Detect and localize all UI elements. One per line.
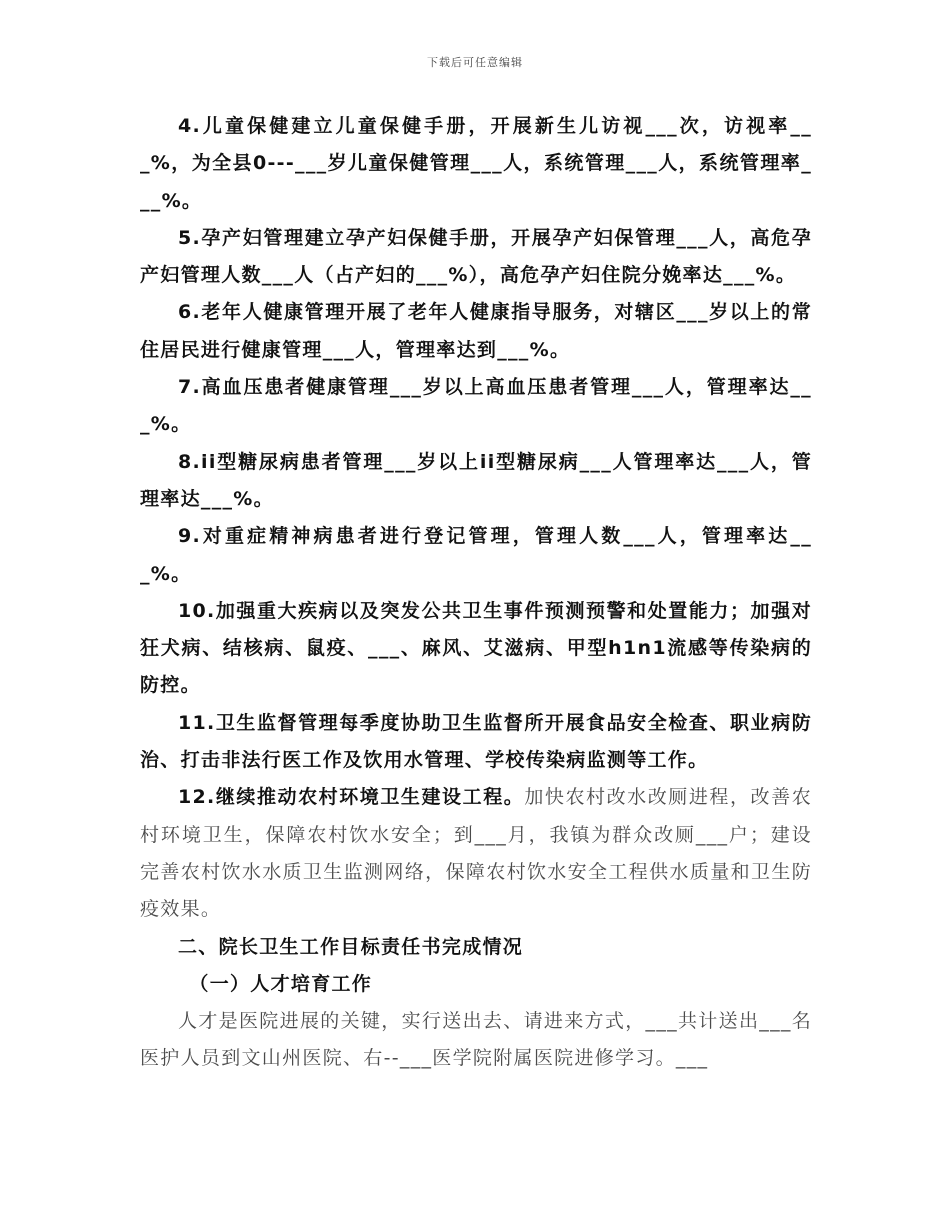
section-2-subheading: （一）人才培育工作 <box>189 972 373 995</box>
item-7-paragraph: 7.高血压患者健康管理___岁以上高血压患者管理___人，管理率达___%。 <box>140 376 812 436</box>
item-9-paragraph: 9.对重症精神病患者进行登记管理，管理人数___人，管理率达___%。 <box>140 525 812 585</box>
item-12-paragraph <box>140 779 812 928</box>
section-2-body: 人才是医院进展的关键，实行送出去、请进来方式，___共计送出___名医护人员到文山州医院、右--___医学院附属医院进修学习。___ <box>140 1010 812 1070</box>
item-8-paragraph: 8.ii型糖尿病患者管理___岁以上ii型糖尿病___人管理率达___人，管理率达___%。 <box>140 450 812 510</box>
item-12-lead: 12.继续推动农村环境卫生建设工程。 <box>178 786 525 809</box>
item-5-paragraph: 5.孕产妇管理建立孕产妇保健手册，开展孕产妇保管理___人，高危孕产妇管理人数___人（占产妇的___%），高危孕产妇住院分娩率达___%。 <box>140 226 812 287</box>
item-11-paragraph: 11.卫生监督管理每季度协助卫生监督所开展食品安全检查、职业病防治、打击非法行医工作及饮用水管理、学校传染病监测等工作。 <box>140 711 812 772</box>
section-2-heading: 二、院长卫生工作目标责任书完成情况 <box>178 935 524 958</box>
item-4-paragraph: 4.儿童保健建立儿童保健手册，开展新生儿访视___次，访视率___%，为全县0---___岁儿童保健管理___人，系统管理___人，系统管理率___%。 <box>140 115 812 212</box>
item-12-body: 加快农村改水改厕进程，改善农村环境卫生，保障农村饮水安全；到___月，我镇为群众改厕___户；建设完善农村饮水水质卫生监测网络，保障农村饮水安全工程供水质量和卫生防疫效果。 <box>140 786 812 921</box>
page-header: 下载后可任意编辑 <box>427 56 523 69</box>
item-10-paragraph: 10.加强重大疾病以及突发公共卫生事件预测预警和处置能力；加强对狂犬病、结核病、鼠疫、___、麻风、艾滋病、甲型h1n1流感等传染病的防控。 <box>140 599 812 697</box>
item-6-paragraph: 6.老年人健康管理开展了老年人健康指导服务，对辖区___岁以上的常住居民进行健康管理___人，管理率达到___%。 <box>140 301 812 361</box>
document-body <box>140 108 812 1078</box>
